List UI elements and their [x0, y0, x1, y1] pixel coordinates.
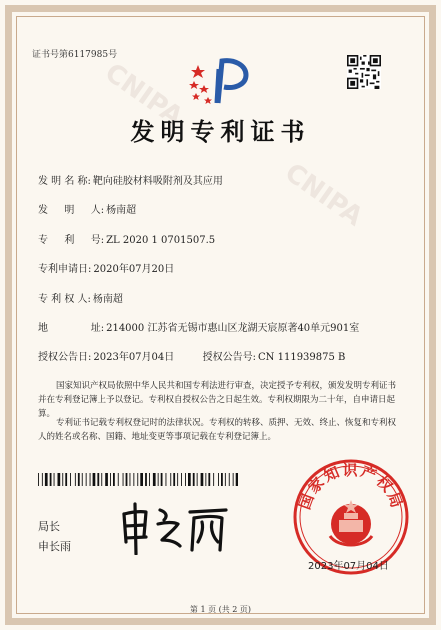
grant-number-value: CN 111939875 B: [258, 352, 346, 363]
field-label: 专利申请日:: [38, 264, 92, 275]
cnipa-logo-icon: [188, 55, 252, 107]
paragraph-grant-statement: 国家知识产权局依照中华人民共和国专利法进行审查，决定授予专利权，颁发发明专利证书并在专利登记簿上予以登记。专利权自授权公告之日起生效。专利权期限为二十年，自申请日起算。: [38, 381, 397, 419]
seal-date: 2023年07月04日: [308, 561, 389, 572]
qr-code-icon: [347, 55, 381, 89]
certificate-number: 证书号第6117985号: [32, 50, 118, 60]
field-label: 专 利 号:: [38, 235, 105, 246]
signature-role: 局长: [38, 520, 60, 533]
grant-date-value: 2023年07月04日: [93, 352, 175, 363]
field-value: ZL 2020 1 0701507.5: [106, 235, 216, 246]
field-patent-number: [38, 231, 215, 246]
certificate-title: 发明专利证书: [130, 117, 311, 146]
field-application-date: [38, 260, 174, 275]
signature-name: 申长雨: [38, 540, 71, 553]
watermark: CNIPA: [99, 57, 189, 133]
field-label: 发 明 人:: [38, 205, 105, 216]
field-value: 杨南超: [92, 294, 123, 305]
field-label: 地 址:: [38, 323, 105, 334]
page-footer: 第 1 页 (共 2 页): [189, 605, 252, 614]
field-label: 发 明 名 称:: [38, 176, 91, 187]
field-value: 杨南超: [106, 205, 137, 216]
field-inventor: [38, 201, 136, 216]
field-address: [38, 319, 359, 334]
field-value: 214000 江苏省无锡市惠山区龙湖天宸原著40单元901室: [106, 323, 360, 334]
barcode-icon: [38, 473, 238, 486]
field-invention-name: [38, 172, 223, 187]
seal-text: 国家知识产权局: [295, 461, 407, 512]
watermark: CNIPA: [279, 157, 369, 233]
grant-number-label: 授权公告号:: [202, 352, 257, 363]
field-label: 专 利 权 人:: [38, 294, 91, 305]
field-patentee: [38, 290, 123, 305]
grant-date-label: 授权公告日:: [38, 352, 92, 363]
handwritten-signature: [118, 500, 233, 555]
field-value: 靶向硅胶材料吸附剂及其应用: [92, 176, 223, 187]
field-value: 2020年07月20日: [93, 264, 175, 275]
field-grant: [38, 348, 345, 363]
paragraph-legal-status: 专利证书记载专利权登记时的法律状况。专利权的转移、质押、无效、终止、恢复和专利权人的姓名或名称、国籍、地址变更等事项记载在专利登记簿上。: [38, 418, 397, 442]
